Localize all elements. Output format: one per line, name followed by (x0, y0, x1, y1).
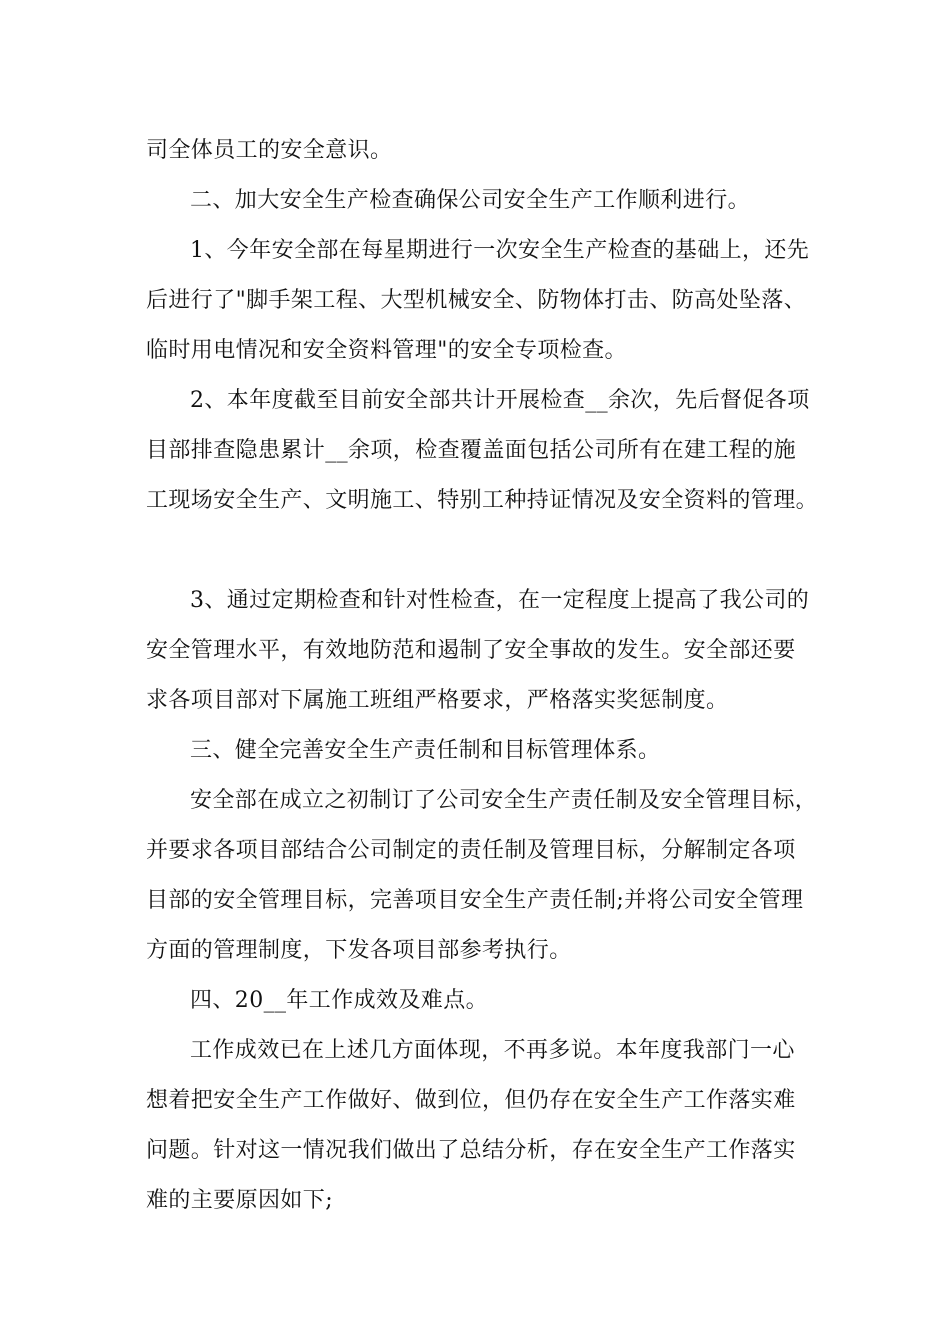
text-line: 工现场安全生产、文明施工、特别工种持证情况及安全资料的管理。 (146, 488, 819, 513)
text-line: 方面的管理制度，下发各项目部参考执行。 (146, 938, 572, 963)
text-line: 3、通过定期检查和针对性检查，在一定程度上提高了我公司的 (190, 588, 810, 613)
text-line: 2、本年度截至目前安全部共计开展检查__余次，先后督促各项 (190, 388, 810, 413)
text-line: 求各项目部对下属施工班组严格要求，严格落实奖惩制度。 (146, 688, 729, 713)
section-heading: 三、健全完善安全生产责任制和目标管理体系。 (190, 738, 661, 763)
text-line: 临时用电情况和安全资料管理"的安全专项检查。 (146, 338, 627, 363)
text-line: 难的主要原因如下; (146, 1188, 334, 1213)
text-line: 工作成效已在上述几方面体现，不再多说。本年度我部门一心 (190, 1038, 795, 1063)
text-line: 想着把安全生产工作做好、做到位，但仍存在安全生产工作落实难 (146, 1088, 796, 1113)
text-line: 后进行了"脚手架工程、大型机械安全、防物体打击、防高处坠落、 (146, 288, 807, 313)
section-heading: 四、20__年工作成效及难点。 (190, 988, 488, 1013)
text-line: 安全部在成立之初制订了公司安全生产责任制及安全管理目标， (190, 788, 818, 813)
section-heading: 二、加大安全生产检查确保公司安全生产工作顺利进行。 (190, 188, 751, 213)
text-line: 安全管理水平，有效地防范和遏制了安全事故的发生。安全部还要 (146, 638, 796, 663)
text-line: 目部排查隐患累计__余项，检查覆盖面包括公司所有在建工程的施 (146, 438, 797, 463)
text-line: 司全体员工的安全意识。 (146, 138, 393, 163)
text-line: 问题。针对这一情况我们做出了总结分析，存在安全生产工作落实 (146, 1138, 796, 1163)
text-line: 1、今年安全部在每星期进行一次安全生产检查的基础上，还先 (190, 238, 810, 263)
text-line: 并要求各项目部结合公司制定的责任制及管理目标，分解制定各项 (146, 838, 796, 863)
text-line: 目部的安全管理目标，完善项目安全生产责任制;并将公司安全管理 (146, 888, 804, 913)
